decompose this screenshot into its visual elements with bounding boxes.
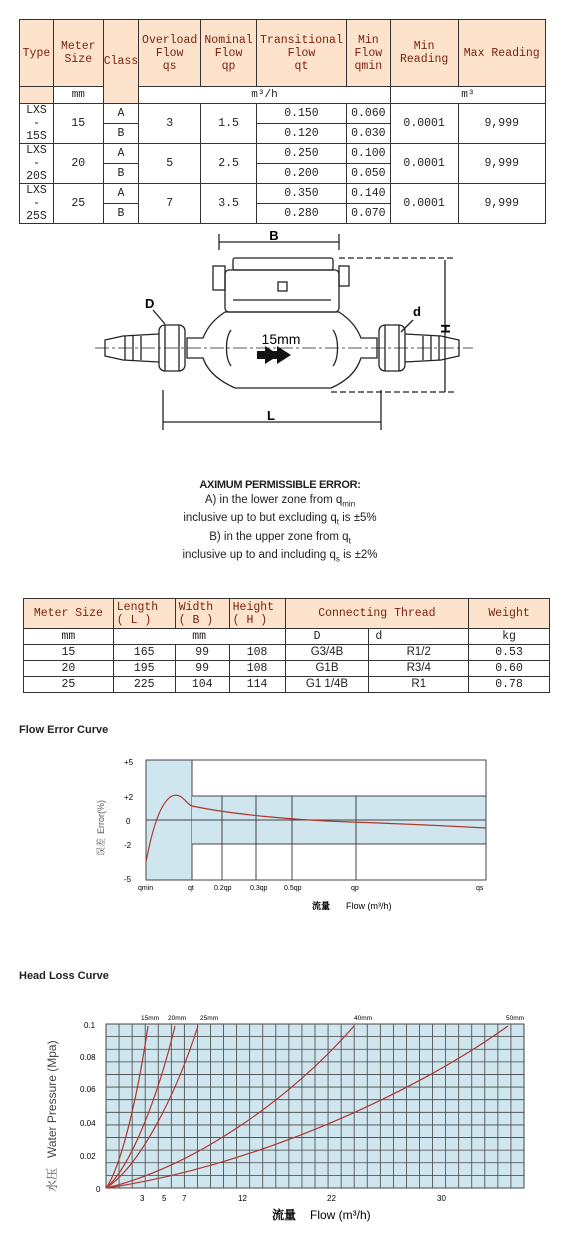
row-b: 99 [175, 661, 229, 677]
curve-label-50mm: 50mm [506, 1015, 525, 1022]
x-tick: 0.2qp [214, 885, 232, 892]
unit-weight: kg [469, 629, 550, 645]
error-line-a1: A) in the lower zone from $q_{min}$ [204, 494, 356, 509]
row-d: R3/4 [369, 661, 469, 677]
error-line-b2: inclusive up to and including $q_s$ is ±2% [182, 548, 378, 564]
x-tick: 5 [162, 1194, 167, 1203]
flow-error-title: Flow Error Curve [19, 724, 109, 736]
permissible-error-title: AXIMUM PERMISSIBLE ERROR: [199, 479, 361, 491]
curve-label-20mm: 20mm [168, 1015, 187, 1022]
label-d-upper: D [145, 296, 155, 311]
row-l: 225 [113, 677, 175, 693]
row-h: 108 [229, 661, 285, 677]
row-l: 195 [113, 661, 175, 677]
row-size: 20 [53, 144, 103, 184]
header-meter-size: Meter Size [24, 599, 114, 629]
x-tick: 0.5qp [284, 885, 302, 892]
row-max-reading: 9,999 [458, 144, 546, 184]
y-label: Error(%) [96, 800, 106, 834]
label-h: H [438, 324, 453, 334]
x-label: Flow (m³/h) [310, 1208, 371, 1222]
y-tick: +5 [124, 758, 134, 767]
x-tick: 7 [182, 1194, 187, 1203]
row-class: B [103, 204, 139, 224]
seal-lug [213, 266, 225, 290]
row-qp: 1.5 [201, 104, 257, 144]
row-h: 108 [229, 645, 285, 661]
flow-arrow-icon [257, 346, 291, 364]
row-qt: 0.250 [257, 144, 347, 164]
y-tick: 0.02 [80, 1152, 96, 1161]
row-qs: 5 [139, 144, 201, 184]
unit-dims: mm [113, 629, 285, 645]
head-loss-chart [38, 1008, 538, 1228]
x-label-cn: 流量 [272, 1208, 297, 1222]
x-tick: qp [351, 885, 359, 892]
curve-label-15mm: 15mm [141, 1015, 160, 1022]
header-min-flow: Min Flow qmin [346, 20, 390, 87]
x-tick: 30 [437, 1194, 446, 1203]
row-min-reading: 0.0001 [390, 104, 458, 144]
row-qt: 0.150 [257, 104, 347, 124]
unit-blank [20, 87, 54, 104]
x-tick: qmin [138, 885, 154, 892]
header-meter-size: Meter Size [53, 20, 103, 87]
row-qp: 2.5 [201, 144, 257, 184]
unit-d: d [369, 629, 469, 645]
row-h: 114 [229, 677, 285, 693]
header-width: Width ( B ) [175, 599, 229, 629]
meter-spec-table [19, 19, 546, 224]
dimension-table [23, 598, 550, 693]
header-weight: Weight [469, 599, 550, 629]
row-d: R1 [369, 677, 469, 693]
row-l: 165 [113, 645, 175, 661]
y-tick: -5 [124, 875, 132, 884]
label-d-lower: d [413, 304, 421, 319]
header-thread: Connecting Thread [285, 599, 469, 629]
row-type: LXS - 25S [20, 184, 54, 224]
row-size: 15 [24, 645, 114, 661]
row-class: B [103, 164, 139, 184]
row-size: 25 [53, 184, 103, 224]
row-qp: 3.5 [201, 184, 257, 224]
row-size: 20 [24, 661, 114, 677]
row-b: 99 [175, 645, 229, 661]
header-type: Type [20, 20, 54, 87]
meter-dimension-drawing [95, 220, 475, 435]
x-label-cn: 流量 [312, 901, 331, 911]
row-qmin: 0.060 [346, 104, 390, 124]
curve-label-25mm: 25mm [200, 1015, 219, 1022]
unit-size: mm [24, 629, 114, 645]
row-kg: 0.60 [469, 661, 550, 677]
y-label-cn: 误差 [96, 837, 106, 856]
label-b: B [269, 228, 279, 243]
y-tick: 0.08 [80, 1053, 96, 1062]
unit-size: mm [53, 87, 103, 104]
row-D: G1B [285, 661, 369, 677]
permissible-error-block [150, 478, 410, 566]
row-type: LXS - 15S [20, 104, 54, 144]
row-qmin: 0.100 [346, 144, 390, 164]
row-qt: 0.350 [257, 184, 347, 204]
row-type: LXS - 20S [20, 144, 54, 184]
dial-cap [233, 258, 333, 270]
row-min-reading: 0.0001 [390, 184, 458, 224]
row-qs: 7 [139, 184, 201, 224]
error-line-a2: inclusive up to but excluding $q_t$ is ±5% [183, 512, 377, 527]
label-l: L [267, 408, 275, 423]
row-qmin: 0.050 [346, 164, 390, 184]
row-max-reading: 9,999 [458, 104, 546, 144]
x-tick: 3 [140, 1194, 145, 1203]
head-loss-title: Head Loss Curve [19, 970, 109, 982]
row-D: G1 1/4B [285, 677, 369, 693]
y-label-cn: 水压 [45, 1167, 59, 1192]
row-class: A [103, 144, 139, 164]
row-d: R1/2 [369, 645, 469, 661]
row-class: B [103, 124, 139, 144]
header-length: Length ( L ) [113, 599, 175, 629]
y-tick: +2 [124, 793, 134, 802]
row-class: A [103, 184, 139, 204]
row-class: A [103, 104, 139, 124]
x-tick: 12 [238, 1194, 247, 1203]
x-tick: 22 [327, 1194, 336, 1203]
header-overload: Overload Flow qs [139, 20, 201, 87]
x-tick: 0.3qp [250, 885, 268, 892]
unit-D: D [285, 629, 369, 645]
x-tick: qt [188, 885, 194, 892]
flow-error-chart [90, 752, 510, 917]
x-tick: qs [476, 885, 484, 892]
row-qt: 0.200 [257, 164, 347, 184]
header-class: Class [103, 20, 139, 104]
row-qt: 0.280 [257, 204, 347, 224]
row-D: G3/4B [285, 645, 369, 661]
error-line-b1: B) in the upper zone from $q_t$ [209, 530, 351, 545]
row-b: 104 [175, 677, 229, 693]
row-qmin: 0.140 [346, 184, 390, 204]
register-mark [278, 282, 287, 291]
row-qs: 3 [139, 104, 201, 144]
y-tick: 0 [96, 1185, 101, 1194]
header-min-reading: Min Reading [390, 20, 458, 87]
y-tick: 0.1 [84, 1021, 96, 1030]
y-label: Water Pressure (Mpa) [45, 1040, 59, 1158]
row-min-reading: 0.0001 [390, 144, 458, 184]
header-nominal: Nominal Flow qp [201, 20, 257, 87]
row-max-reading: 9,999 [458, 184, 546, 224]
y-tick: 0.06 [80, 1085, 96, 1094]
header-max-reading: Max Reading [458, 20, 546, 87]
curve-label-40mm: 40mm [354, 1015, 373, 1022]
header-height: Height ( H ) [229, 599, 285, 629]
row-size: 25 [24, 677, 114, 693]
row-kg: 0.78 [469, 677, 550, 693]
y-tick: 0 [126, 817, 131, 826]
row-size: 15 [53, 104, 103, 144]
y-tick: -2 [124, 841, 132, 850]
row-qmin: 0.070 [346, 204, 390, 224]
label-size: 15mm [261, 331, 301, 347]
row-qmin: 0.030 [346, 124, 390, 144]
unit-reading: m³ [390, 87, 545, 104]
row-kg: 0.53 [469, 645, 550, 661]
x-label: Flow (m³/h) [346, 901, 392, 911]
unit-flow: m³/h [139, 87, 391, 104]
y-tick: 0.04 [80, 1119, 96, 1128]
header-transitional: Transitional Flow qt [257, 20, 347, 87]
row-qt: 0.120 [257, 124, 347, 144]
